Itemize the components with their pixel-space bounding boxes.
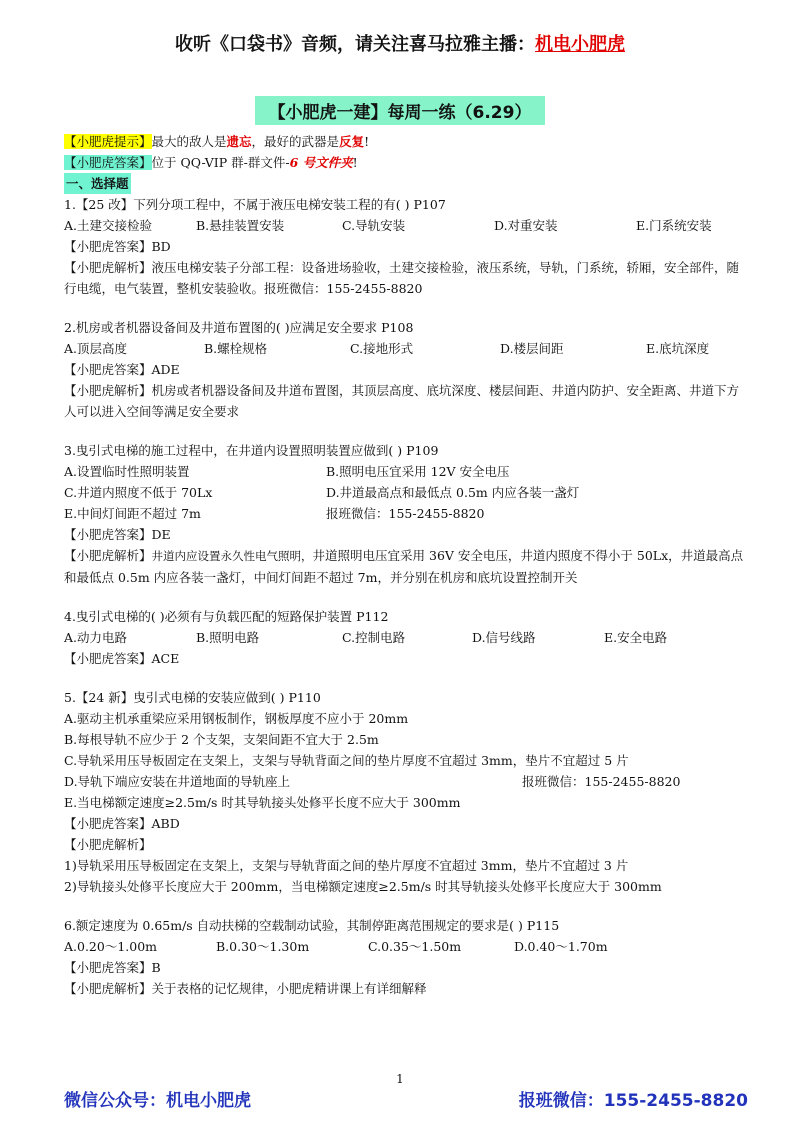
question-5-stem: 5.【24 新】曳引式电梯的安装应做到( ) P110 bbox=[64, 690, 321, 705]
answer-info-text: ! bbox=[352, 155, 358, 170]
option-a: A.顶层高度 bbox=[64, 341, 128, 356]
spacer bbox=[64, 588, 744, 606]
question-3-analysis bbox=[64, 545, 744, 588]
option-c: C.导轨安装 bbox=[342, 218, 406, 233]
option-a: A.驱动主机承重梁应采用钢板制作，钢板厚度不应小于 20mm bbox=[64, 711, 409, 726]
answer-info-line bbox=[64, 152, 744, 173]
question-5-analysis-2: 2)导轨接头处修平长度应大于 200mm，当电梯额定速度≥2.5m/s 时其导轨接头处修平长度应大于 300mm bbox=[64, 879, 662, 894]
question-1-answer: 【小肥虎答案】BD bbox=[64, 239, 171, 254]
document-title: 【小肥虎一建】每周一练（6.29） bbox=[255, 96, 546, 125]
option-e: E.安全电路 bbox=[604, 630, 668, 645]
option-b: B.每根导轨不应少于 2 个支架，支架间距不宜大于 2.5m bbox=[64, 732, 379, 747]
option-a: A.0.20～1.00m bbox=[64, 939, 158, 954]
question-3-options-row bbox=[64, 482, 744, 503]
section-heading bbox=[64, 173, 744, 194]
question-3-options-row bbox=[64, 503, 744, 524]
question-1-analysis: 【小肥虎解析】液压电梯安装子分部工程：设备进场验收，土建交接检验，液压系统，导轨，门系统，轿厢，安全部件，随行电缆，电气装置，整机安装验收。报班微信：155-2455-8820 bbox=[64, 260, 740, 296]
answer-info-folder: 6 号文件夹 bbox=[289, 155, 353, 170]
tip-keyword-forget: 遗忘 bbox=[226, 134, 252, 149]
question-3-options-row bbox=[64, 461, 744, 482]
answer-info-text: 位于 QQ-VIP 群-群文件- bbox=[151, 155, 290, 170]
option-d: D.楼层间距 bbox=[500, 341, 564, 356]
option-b: B.照明电路 bbox=[196, 630, 260, 645]
question-5-analysis-title: 【小肥虎解析】 bbox=[64, 837, 152, 852]
tip-line bbox=[64, 131, 744, 152]
spacer bbox=[64, 299, 744, 317]
option-b: B.螺栓规格 bbox=[204, 341, 268, 356]
option-a: A.土建交接检验 bbox=[64, 218, 153, 233]
question-5-analysis-1: 1)导轨采用压导板固定在支架上，支架与导轨背面之间的垫片厚度不宜超过 3mm，垫片不宜超过 3 片 bbox=[64, 858, 629, 873]
analysis-text: 井道内应设置永久性电气照明， bbox=[151, 549, 313, 563]
option-d: D.导轨下端应安装在井道地面的导轨座上 bbox=[64, 774, 291, 789]
tip-tag: 【小肥虎提示】 bbox=[64, 134, 152, 149]
footer-wechat-account: 微信公众号：机电小肥虎 bbox=[64, 1091, 251, 1111]
option-c: C.接地形式 bbox=[350, 341, 414, 356]
option-c: C.0.35～1.50m bbox=[368, 939, 462, 954]
question-6-stem: 6.额定速度为 0.65m/s 自动扶梯的空载制动试验，其制停距离范围规定的要求是( ) P115 bbox=[64, 918, 560, 933]
option-d: D.0.40～1.70m bbox=[514, 939, 608, 954]
tip-text: ，最好的武器是 bbox=[251, 134, 340, 149]
option-b: B.悬挂装置安装 bbox=[196, 218, 285, 233]
tip-keyword-repeat: 反复 bbox=[339, 134, 365, 149]
question-4-options bbox=[64, 627, 744, 648]
option-e: E.底坑深度 bbox=[646, 341, 710, 356]
option-b: B.0.30～1.30m bbox=[216, 939, 310, 954]
option-d: D.对重安装 bbox=[494, 218, 558, 233]
question-3-answer: 【小肥虎答案】DE bbox=[64, 527, 171, 542]
question-5-option-d-row bbox=[64, 771, 744, 792]
question-6-answer: 【小肥虎答案】B bbox=[64, 960, 161, 975]
option-c: C.导轨采用压导板固定在支架上，支架与导轨背面之间的垫片厚度不宜超过 3mm，垫片不宜超过 5 片 bbox=[64, 753, 629, 768]
question-3-stem: 3.曳引式电梯的施工过程中，在井道内设置照明装置应做到( ) P109 bbox=[64, 443, 439, 458]
header-brand-link[interactable]: 机电小肥虎 bbox=[535, 34, 625, 55]
document-body bbox=[64, 131, 744, 999]
option-e: E.门系统安装 bbox=[636, 218, 712, 233]
question-2-analysis: 【小肥虎解析】机房或者机器设备间及井道布置图，其顶层高度、底坑深度、楼层间距、井道内防护、安全距离、井道下方人可以进入空间等满足安全要求 bbox=[64, 383, 740, 419]
question-6-options bbox=[64, 936, 744, 957]
option-e: E.当电梯额定速度≥2.5m/s 时其导轨接头处修平长度不应大于 300mm bbox=[64, 795, 461, 810]
analysis-tag: 【小肥虎解析】 bbox=[64, 548, 152, 563]
question-2-stem: 2.机房或者机器设备间及井道布置图的( )应满足安全要求 P108 bbox=[64, 320, 414, 335]
header-prefix: 收听《口袋书》音频，请关注喜马拉雅主播： bbox=[175, 34, 535, 55]
page-number: 1 bbox=[396, 1072, 404, 1086]
option-a: A.设置临时性照明装置 bbox=[64, 464, 190, 479]
question-1-stem: 1.【25 改】下列分项工程中，不属于液压电梯安装工程的有( ) P107 bbox=[64, 197, 446, 212]
question-5-answer: 【小肥虎答案】ABD bbox=[64, 816, 180, 831]
wechat-contact: 报班微信：155-2455-8820 bbox=[326, 506, 485, 521]
spacer bbox=[64, 669, 744, 687]
wechat-contact: 报班微信：155-2455-8820 bbox=[522, 774, 681, 789]
footer-enroll-contact: 报班微信：155-2455-8820 bbox=[518, 1091, 748, 1111]
spacer bbox=[64, 422, 744, 440]
option-c: C.井道内照度不低于 70Lx bbox=[64, 485, 213, 500]
option-e: E.中间灯间距不超过 7m bbox=[64, 506, 201, 521]
section-title: 一、选择题 bbox=[64, 173, 131, 194]
question-2-answer: 【小肥虎答案】ADE bbox=[64, 362, 180, 377]
spacer bbox=[64, 897, 744, 915]
option-b: B.照明电压宜采用 12V 安全电压 bbox=[326, 464, 510, 479]
question-1-options bbox=[64, 215, 744, 236]
title-block bbox=[0, 96, 800, 125]
option-a: A.动力电路 bbox=[64, 630, 128, 645]
page-footer bbox=[64, 1086, 748, 1111]
question-6-analysis: 【小肥虎解析】关于表格的记忆规律，小肥虎精讲课上有详细解释 bbox=[64, 981, 427, 996]
option-d: D.信号线路 bbox=[472, 630, 536, 645]
analysis-text: 井道照明电压宜采用 36V 安全电压，井道内照度不得小于 50Lx，井道最高点和最低点 0.5m 内应各装一盏灯，中间灯间距不超过 7m，并分别在机房和底坑设置控制开关 bbox=[64, 548, 744, 585]
tip-text: 最大的敌人是 bbox=[151, 134, 227, 149]
tip-text: ! bbox=[364, 134, 370, 149]
answer-info-tag: 【小肥虎答案】 bbox=[64, 155, 152, 170]
option-c: C.控制电路 bbox=[342, 630, 406, 645]
option-d: D.井道最高点和最低点 0.5m 内应各装一盏灯 bbox=[326, 485, 580, 500]
question-4-answer: 【小肥虎答案】ACE bbox=[64, 651, 180, 666]
page-header bbox=[0, 30, 800, 56]
question-2-options bbox=[64, 338, 744, 359]
question-4-stem: 4.曳引式电梯的( )必须有与负载匹配的短路保护装置 P112 bbox=[64, 609, 389, 624]
